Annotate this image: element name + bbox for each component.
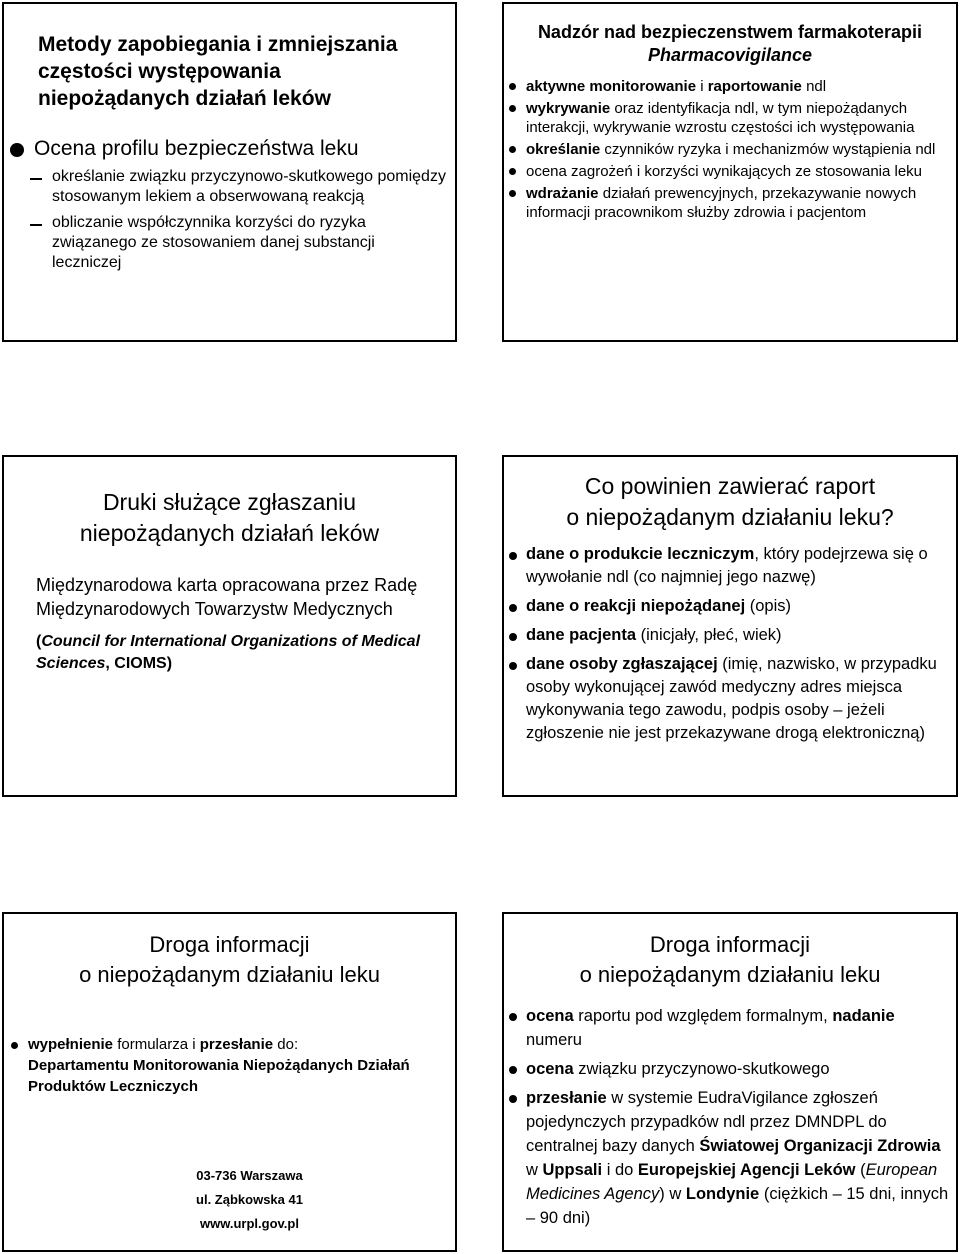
title-line-1: Droga informacji (649, 932, 811, 957)
slide-information-path-2 (502, 912, 958, 1252)
list-item: wykrywanie oraz identyfikacja ndl, w tym niepożądanych interakcji, wykrywanie wzrostu częstości ich występowania (526, 99, 948, 137)
cioms-text: (Council for International Organizations of Medical Sciences, CIOMS) (36, 633, 421, 672)
title-line-2: o niepożądanym działaniu leku (579, 962, 881, 987)
address-website: www.urpl.gov.pl (200, 1216, 299, 1231)
list-item: dane pacjenta (inicjały, płeć, wiek) (526, 624, 950, 647)
list-item: dane o reakcji niepożądanej (opis) (526, 595, 950, 618)
list-item: aktywne monitorowanie i raportowanie ndl (526, 77, 948, 96)
bullet-list (526, 1004, 952, 1230)
slide-title (4, 914, 455, 990)
slide-title (504, 4, 956, 67)
title-line-2: niepożądanych działań leków (79, 520, 380, 546)
list-item: wypełnienie formularza i przesłanie do: Departamentu Monitorowania Niepożądanych Działań Produktów Leczniczych (28, 1034, 445, 1097)
title-line-1: Co powinien zawierać raport (584, 473, 876, 499)
address-street: ul. Ząbkowska 41 (196, 1192, 303, 1207)
address-city: 03-736 Warszawa (196, 1168, 303, 1183)
address-block (4, 1164, 455, 1236)
list-item: określanie czynników ryzyka i mechanizmów wystąpienia ndl (526, 140, 948, 159)
list-item: przesłanie w systemie EudraVigilance zgłoszeń pojedynczych przypadków ndl przez DMNDPL do centralnej bazy danych Światowej Organizacji Zdrowia w Uppsali i do Europejskiej Agencji Leków (European Medicines Agency) w Londynie (ciężkich – 15 dni, innych – 90 dni) (526, 1086, 952, 1230)
title-line-1: Druki służące zgłaszaniu (102, 489, 357, 515)
slide-title: Metody zapobiegania i zmniejszania częstości występowania niepożądanych działań leków (38, 33, 398, 110)
slide-information-path-1 (2, 912, 457, 1252)
slide-safety-methods (2, 2, 457, 342)
title-line-1: Droga informacji (149, 932, 310, 957)
slide-title (504, 457, 956, 533)
body-text: Międzynarodowa karta opracowana przez Radę Międzynarodowych Towarzystw Medycznych (36, 575, 418, 619)
bullet-list (526, 77, 948, 222)
title-line-2: o niepożądanym działaniu leku (79, 962, 380, 987)
bullet-list (28, 1034, 445, 1097)
title-line-1: Nadzór nad bezpieczenstwem farmakoterapii (537, 22, 923, 42)
slide-reporting-forms (2, 455, 457, 797)
sub-item-causality: określanie związku przyczynowo-skutkowego pomiędzy stosowanym lekiem a obserwowaną reakcją (52, 168, 446, 205)
list-item: wdrażanie działań prewencyjnych, przekazywanie nowych informacji pracownikom służby zdrowia i pacjentom (526, 184, 948, 222)
title-line-2: o niepożądanym działaniu leku? (566, 504, 894, 530)
slide-pharmacovigilance (502, 2, 958, 342)
list-item: ocena zagrożeń i korzyści wynikających ze stosowania leku (526, 162, 948, 181)
slide-title (504, 914, 956, 990)
list-item: dane o produkcie leczniczym, który podejrzewa się o wywołanie ndl (co najmniej jego nazwę) (526, 543, 950, 589)
slide-report-contents (502, 455, 958, 797)
list-item: ocena związku przyczynowo-skutkowego (526, 1057, 952, 1081)
list-item: ocena raportu pod względem formalnym, nadanie numeru (526, 1004, 952, 1052)
title-line-2: Pharmacovigilance (647, 45, 813, 65)
slide-title (4, 457, 455, 549)
bullet-list (526, 543, 950, 745)
main-bullet: Ocena profilu bezpieczeństwa leku (34, 137, 455, 161)
list-item: dane osoby zgłaszającej (imię, nazwisko, w przypadku osoby wykonującej zawód medyczny adres miejsca wykonywania tego zawodu, podpis osoby – jeżeli zgłoszenie nie jest przekazywane drogą elektroniczną) (526, 653, 950, 745)
sub-item-benefit-risk: obliczanie współczynnika korzyści do ryzyka związanego ze stosowaniem danej substancji leczniczej (52, 213, 447, 273)
